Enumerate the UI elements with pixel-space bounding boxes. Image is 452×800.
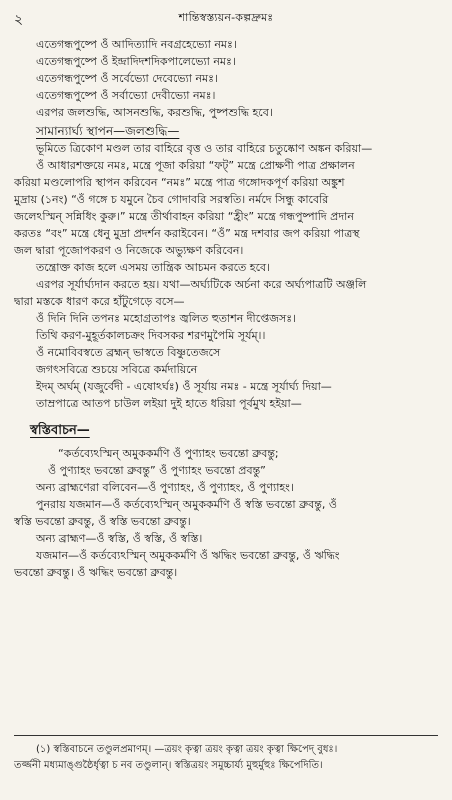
mantra-line: ওঁ দিনি দিনি তপনঃ মহোগ্রতাপঃ জ্বলিত হুতাশন দীপ্তেজসঃ। [36,312,297,325]
footnote-line: তর্জ্জনী মধ্যমাঙ্গুষ্ঠৈর্ধৃত্বা চ নব তণ্ডুলান্। স্বস্তিত্রয়ং সমুচ্চার্য্য মুহুর্মুহুঃ ক্ষিপেদিতি। [14,760,323,771]
text-line: ভবন্তো ব্রুবন্তু। ওঁ ঋদ্ধিং ভবন্তো ব্রুবন্তু। [14,566,178,579]
text-line: দ্বারা মস্তকে ধারণ করে হাঁটুগেড়ে বসে— [14,295,185,308]
text-line: যজমান—ওঁ কর্তব্যেঽস্মিন্ অমুককর্মণি ওঁ ঋদ্ধিং ভবন্তো ব্রুবন্তু, ওঁ ঋদ্ধিং [36,549,340,562]
text-line: এরপর জলশুদ্ধি, আসনশুদ্ধি, করশুদ্ধি, পুষ্পশুদ্ধি হবে। [36,106,273,119]
text-line: তন্ত্রোক্ত কাজ হলে এসময় তান্ত্রিক আচমন করতে হবে। [36,261,271,274]
text-line: ভূমিতে ত্রিকোণ মণ্ডল তার বাহিরে বৃত্ত ও তার বাহিরে চতুষ্কোণ অঙ্কন করিয়া— [36,142,373,155]
text-line: করতঃ “বং” মন্ত্রে ধেনু মুদ্রা প্রদর্শন করাইবেন। “ওঁ” মন্ত্র দশবার জপ করিয়া পাত্রস্থ [14,227,360,240]
text-line: এরপর সূর্যার্ঘ্যদান করতে হয়। যথা—অর্ঘ্যটিকে অর্চনা করে অর্ঘ্যপাত্রটি অঞ্জলি [36,278,367,291]
page-number: ২ [14,12,24,28]
footnote [14,735,438,774]
text-line: মুদ্রায় (১নং) “ওঁ গঙ্গে চ যমুনে চৈব গোদাবরি সরস্বতি। নর্মদে সিন্ধু কাবেরি [14,193,329,206]
text-line: জল দ্বারা পূজোপকরণ ও নিজেকে অভ্যুক্ষণ করিবেন। [14,244,244,257]
text-line: স্বস্তি ভবন্তো ব্রুবন্তু, ওঁ স্বস্তি ভবন্তো ব্রুবন্তু। [14,515,191,528]
mantra-line: জগৎসবিত্রে শুচয়ে সবিত্রে কর্মদায়িনে [36,363,198,376]
text-line: করিয়া মণ্ডলোপরি স্থাপন করিবেন “নমঃ” মন্ত্রে পাত্র গঙ্গোদকপূর্ণ করিয়া অঙ্কুশ [14,176,345,189]
text-line: এতেগন্ধপুষ্পে ওঁ সর্বেভ্যো দেবেভ্যো নমঃ। [36,72,218,85]
text-line: অন্য ব্রাহ্মণ—ওঁ স্বস্তি, ওঁ স্বস্তি, ওঁ স্বস্তি। [36,532,203,545]
text-line: তাম্রপাত্রে আতপ চাউল লইয়া দুই হাতে ধরিয়া পূর্বমুখ হইয়া— [36,397,302,410]
mantra-line: ওঁ নমোবিবস্বতে ব্রহ্মন্ ভাস্বতে বিষ্ণুতেজসে [36,346,221,359]
text-line: এতেগন্ধপুষ্পে ওঁ ইন্দ্রাদিদশদিকপালেভ্যো নমঃ। [36,55,236,68]
text-line: অন্য ব্রাহ্মণেরা বলিবেন—ওঁ পুণ্যাহং, ওঁ পুণ্যাহং, ওঁ পুণ্যাহং। [36,481,294,494]
page-body [14,36,438,581]
text-line: এতেগন্ধপুষ্পে ওঁ সর্বাভ্যো দেবীভ্যো নমঃ। [36,89,216,102]
page-header [0,6,452,32]
mantra-line: ইদম্ অর্ঘম্ (যজুর্বেদী - এষোঽর্ঘঃ) ওঁ সূর্যায় নমঃ - মন্ত্রে সূর্যার্ঘ্য দিয়া— [36,380,332,393]
text-line: এতেগন্ধপুষ্পে ওঁ আদিত্যাদি নবগ্রহেভ্যো নমঃ। [36,38,237,51]
mantra-line: ওঁ পুণ্যাহং ভবন্তো ব্রুবন্তু” ওঁ পুণ্যাহং ভবন্তো প্রবন্তু” [48,464,266,477]
mantra-line: তিথি করণ-মুহূর্তকালচক্রং দিবসকর শরণমুপৈমি সূর্যম্।। [36,329,266,342]
mantra-line: “কর্তব্যেঽস্মিন্ অমুককর্মণি ওঁ পুণ্যাহং ভবন্তো ব্রুবন্তু; [58,447,279,460]
section-heading-swastivachan: স্বস্তিবাচন— [30,423,90,438]
section-heading-samanyargha: সামান্যার্ঘ্য স্থাপন—জলশুদ্ধি— [36,124,180,138]
text-line: ওঁ আধারশক্তয়ে নমঃ, মন্ত্রে পূজা করিয়া “ফট্” মন্ত্রে প্রোক্ষণী পাত্র প্রক্ষালন [36,159,355,172]
text-line: পুনরায় যজমান—ওঁ কর্তব্যেঽস্মিন্ অমুককর্মণি ওঁ স্বস্তি ভবন্তো ব্রুবন্তু, ওঁ [36,498,337,511]
footnote-line: (১) স্বস্তিবাচনে তণ্ডুলপ্রমাণম্। —ত্রয়ং কৃত্বা ত্রয়ং কৃত্বা ত্রয়ং কৃত্বা ক্ষিপেদ্ বুধঃ। [36,744,338,755]
text-line: জলেঽস্মিন্ সন্নিধিং কুরু।” মন্ত্রে তীর্থাবাহন করিয়া “হ্রীং” মন্ত্রে গন্ধপুষ্পাদি প্রদান [14,210,354,223]
running-title: শান্তিস্বস্ত্যয়ন-কল্পদ্রুমঃ [178,11,274,24]
